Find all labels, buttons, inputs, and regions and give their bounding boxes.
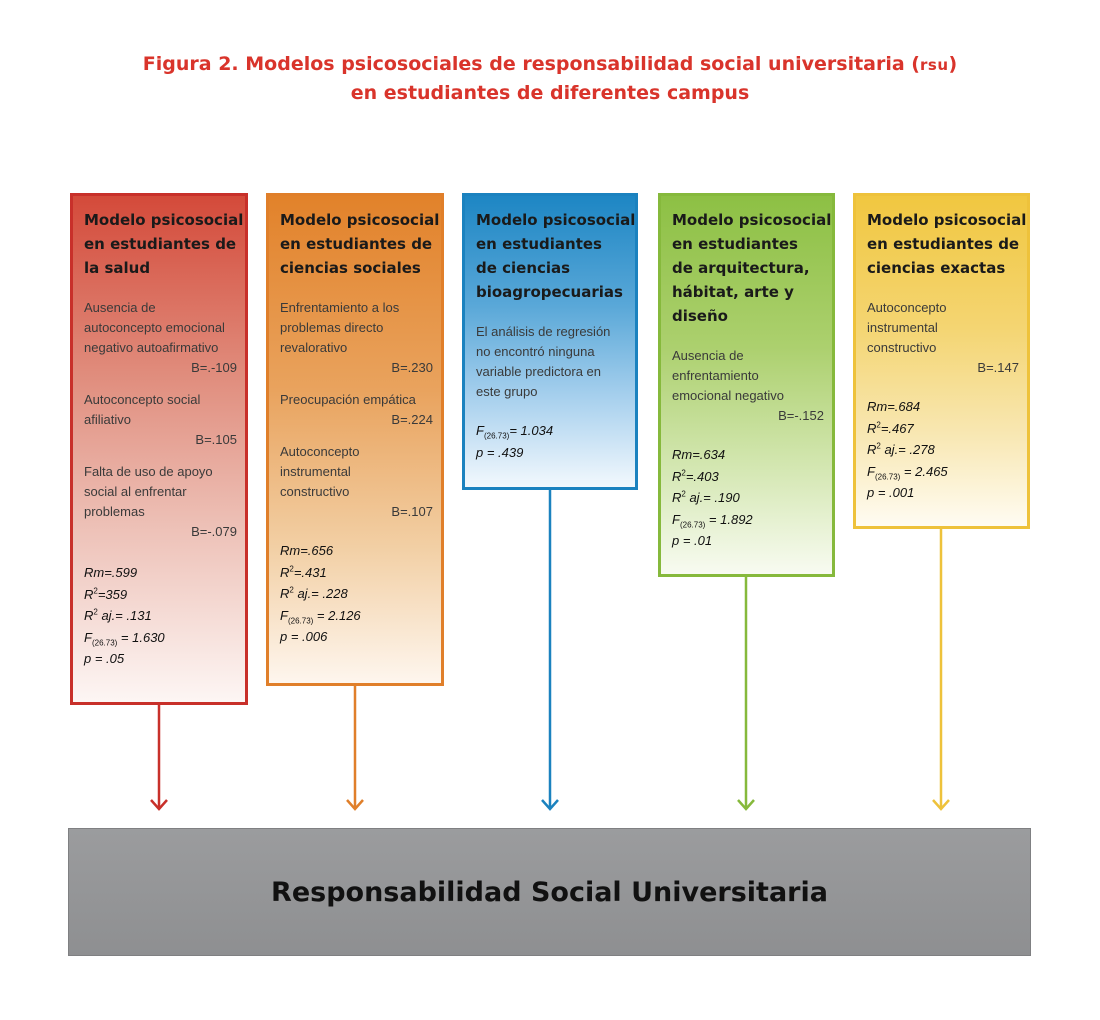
title-line-1: Figura 2. Modelos psicosociales de responsabilidad social universitaria (rsu) (142, 53, 958, 75)
model-box-exactas (853, 193, 1030, 529)
model-box-bioagropecuarias (462, 193, 638, 490)
title-line-2: en estudiantes de diferentes campus (350, 82, 750, 104)
predictor-item: Autoconcepto instrumental constructivo B=.107 (280, 442, 433, 522)
arrow-bioagro (542, 489, 558, 809)
model-stats: $F_{(26.73)}= 1.034$ p = .439 (476, 423, 554, 460)
predictor-item: Enfrentamiento a los problemas directo revalorativo B=.230 (280, 298, 433, 378)
outcome-bar (68, 828, 1031, 956)
predictor-item: Autoconcepto instrumental constructivo B=.147 (867, 298, 1019, 378)
outcome-label: Responsabilidad Social Universitaria (271, 876, 828, 908)
beta-value: B=.224 (391, 412, 433, 427)
beta-value: B=.-109 (191, 360, 237, 375)
predictor-item: Ausencia de autoconcepto emocional negativo autoafirmativo B=.-109 (84, 298, 237, 378)
box-heading: Modelo psicosocial en estudiantes de arquitectura, hábitat, arte y diseño (672, 211, 832, 325)
beta-value: B=-.079 (191, 524, 237, 539)
beta-value: B=.230 (391, 360, 433, 375)
no-predictor-note: El análisis de regresión no encontró ninguna variable predictora en este grupo (476, 324, 611, 399)
model-box-sociales (266, 193, 444, 686)
box-heading: Modelo psicosocial en estudiantes de ciencias exactas (867, 211, 1027, 277)
beta-value: B=-.152 (778, 408, 824, 423)
arrow-salud (151, 704, 167, 809)
model-stats: Rm=.684 $R^2=.467$ $R^2$ aj.= .278 $F_{(26.73)} = 2.465$ p = .001 (867, 399, 948, 500)
model-stats: Rm=.656 $R^2=.431$ $R^2$ aj.= .228 $F_{(26.73)} = 2.126$ p = .006 (280, 543, 361, 644)
box-heading: Modelo psicosocial en estudiantes de ciencias sociales (280, 211, 440, 277)
model-box-arquitectura (658, 193, 835, 577)
box-heading: Modelo psicosocial en estudiantes de ciencias bioagropecuarias (476, 211, 636, 301)
beta-value: B=.147 (977, 360, 1019, 375)
predictor-item: Autoconcepto social afiliativo B=.105 (84, 390, 237, 450)
model-box-salud (70, 193, 248, 705)
arrow-arquitectura (738, 576, 754, 809)
predictor-item: Ausencia de enfrentamiento emocional negativo B=-.152 (672, 346, 824, 426)
model-stats: Rm=.599 $R^2=359$ $R^2$ aj.= .131 $F_{(26.73)} = 1.630$ p = .05 (84, 565, 165, 666)
predictor-item: Preocupación empática B=.224 (280, 390, 433, 430)
beta-value: B=.107 (391, 504, 433, 519)
beta-value: B=.105 (195, 432, 237, 447)
model-stats: Rm=.634 $R^2=.403$ $R^2$ aj.= .190 $F_{(26.73)} = 1.892$ p = .01 (672, 447, 753, 548)
arrow-sociales (347, 685, 363, 809)
box-heading: Modelo psicosocial en estudiantes de la salud (84, 211, 244, 277)
predictor-item: Falta de uso de apoyo social al enfrentar problemas B=-.079 (84, 462, 237, 542)
arrow-exactas (933, 528, 949, 809)
